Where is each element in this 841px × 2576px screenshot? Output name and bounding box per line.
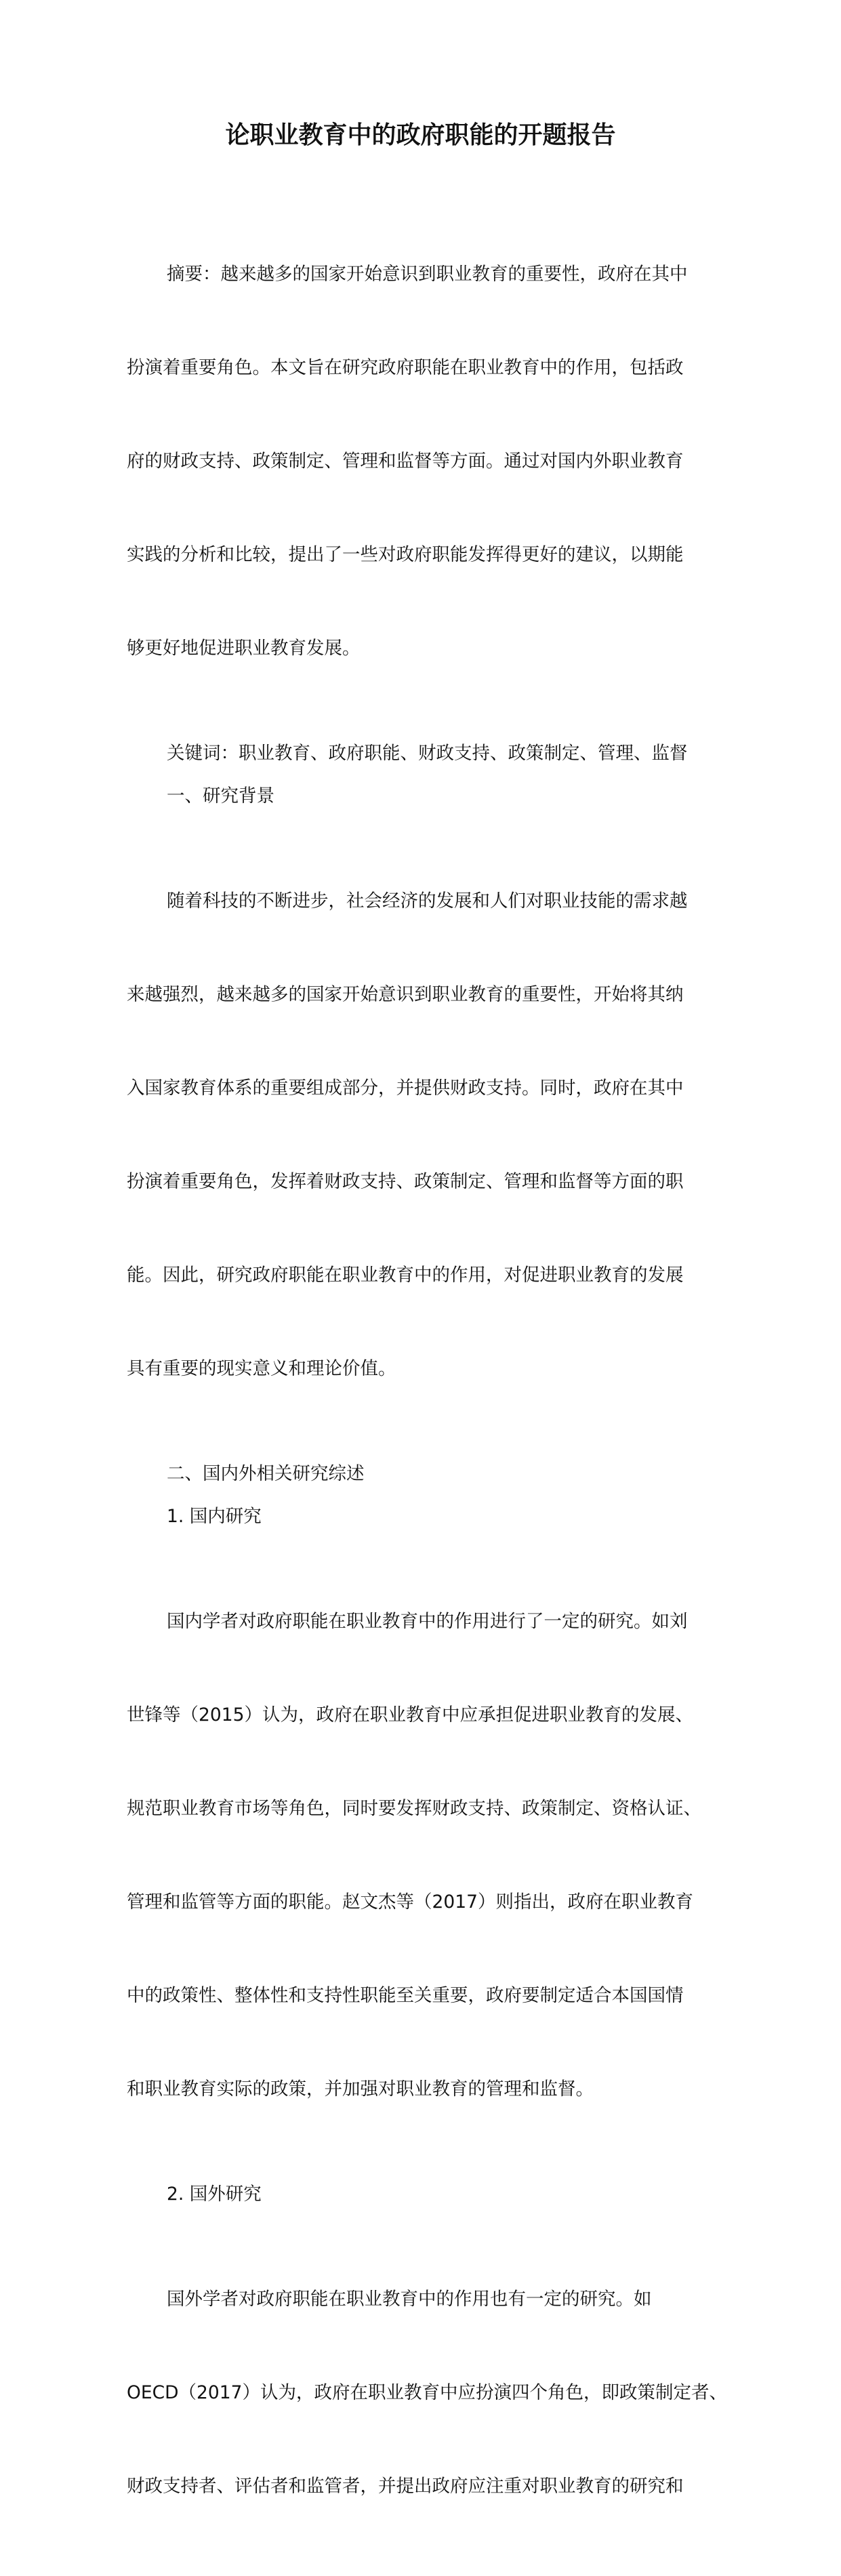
background-line: 扮演着重要角色，发挥着财政支持、政策制定、管理和监督等方面的职 [127,1171,684,1192]
background-line: 随着科技的不断进步，社会经济的发展和人们对职业技能的需求越 [167,891,688,912]
subsection-heading-foreign: 2. 国外研究 [167,2184,262,2205]
domestic-research-line: 国内学者对政府职能在职业教育中的作用进行了一定的研究。如刘 [167,1611,688,1632]
domestic-research-line: 规范职业教育市场等角色，同时要发挥财政支持、政策制定、资格认证、 [127,1798,701,1819]
domestic-research-line: 世锋等（2015）认为，政府在职业教育中应承担促进职业教育的发展、 [127,1704,693,1725]
domestic-research-line: 管理和监管等方面的职能。赵文杰等（2017）则指出，政府在职业教育 [127,1892,693,1913]
document-title: 论职业教育中的政府职能的开题报告 [225,121,616,149]
background-line: 入国家教育体系的重要组成部分，并提供财政支持。同时，政府在其中 [127,1078,684,1099]
abstract-line: 扮演着重要角色。本文旨在研究政府职能在职业教育中的作用，包括政 [127,357,684,378]
foreign-research-line: 国外学者对政府职能在职业教育中的作用也有一定的研究。如 [167,2289,652,2310]
domestic-research-paragraph [127,1544,703,2167]
abstract-line: 摘要：越来越多的国家开始意识到职业教育的重要性，政府在其中 [167,264,688,285]
subsection-heading-domestic: 1. 国内研究 [167,1506,262,1527]
background-line: 能。因此，研究政府职能在职业教育中的作用，对促进职业教育的发展 [127,1265,684,1286]
background-line: 具有重要的现实意义和理论价值。 [127,1358,396,1379]
foreign-research-paragraph [127,2222,727,2564]
foreign-research-line: 财政支持者、评估者和监管者，并提出政府应注重对职业教育的研究和 [127,2476,684,2497]
section-heading-background: 一、研究背景 [167,785,274,806]
background-line: 来越强烈，越来越多的国家开始意识到职业教育的重要性，开始将其纳 [127,984,684,1005]
domestic-research-line: 中的政策性、整体性和支持性职能至关重要，政府要制定适合本国国情 [127,1985,684,2006]
abstract-line: 实践的分析和比较，提出了一些对政府职能发挥得更好的建议，以期能 [127,544,684,565]
abstract-line: 府的财政支持、政策制定、管理和监督等方面。通过对国内外职业教育 [127,451,684,472]
foreign-research-line: OECD（2017）认为，政府在职业教育中应扮演四个角色，即政策制定者、 [127,2382,727,2403]
abstract-paragraph [127,197,703,727]
domestic-research-line: 和职业教育实际的政策，并加强对职业教育的管理和监督。 [127,2079,594,2100]
background-paragraph [127,823,703,1447]
abstract-line: 够更好地促进职业教育发展。 [127,638,361,659]
keywords-line: 关键词：职业教育、政府职能、财政支持、政策制定、管理、监督 [167,743,688,764]
section-heading-literature-review: 二、国内外相关研究综述 [167,1463,365,1484]
document-body [127,197,727,2576]
